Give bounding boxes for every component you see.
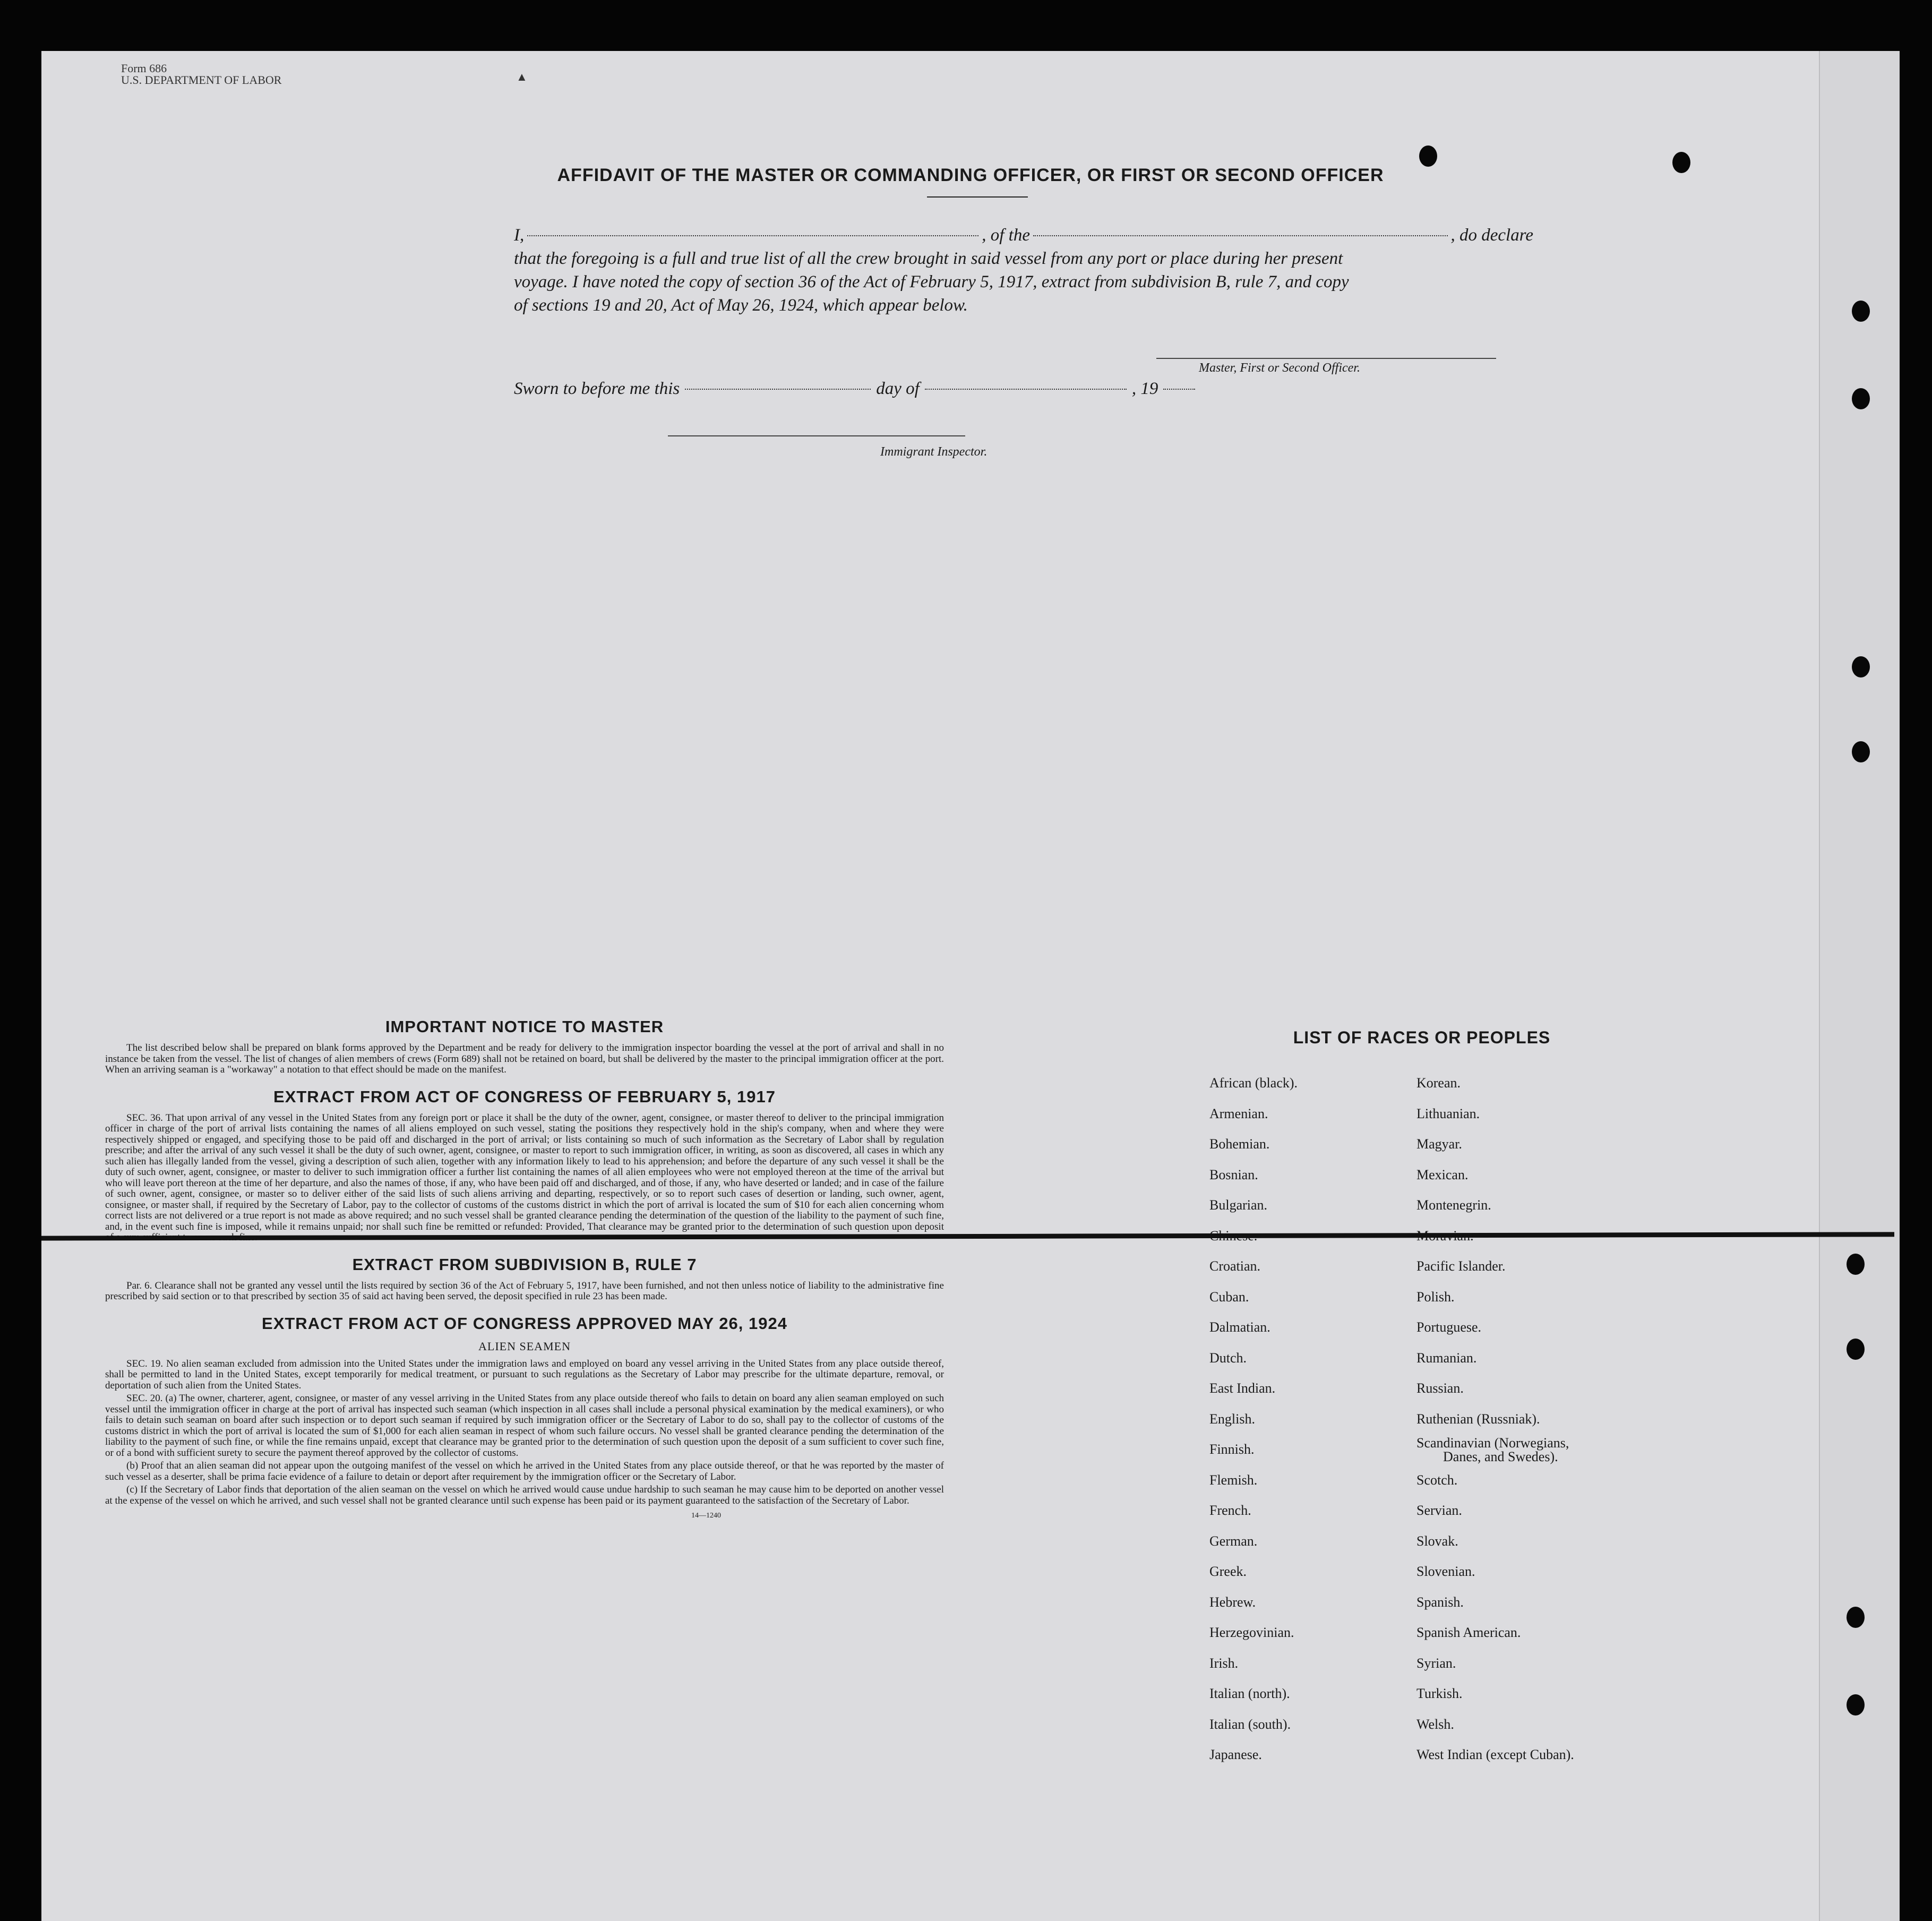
race-name: Slovak. <box>1416 1533 1458 1549</box>
race-item <box>1416 1190 1574 1221</box>
race-item <box>1416 1099 1574 1129</box>
name-blank[interactable] <box>527 235 978 236</box>
race-name: Servian. <box>1416 1503 1462 1518</box>
race-name: German. <box>1209 1533 1258 1549</box>
race-item <box>1416 1648 1574 1679</box>
race-item <box>1416 1526 1574 1557</box>
race-name: Spanish. <box>1416 1594 1464 1610</box>
race-item <box>1209 1526 1298 1557</box>
race-item <box>1209 1129 1298 1160</box>
sworn-line <box>514 379 1200 399</box>
race-name: Spanish American. <box>1416 1625 1521 1640</box>
punch-hole-icon <box>1852 388 1870 409</box>
races-title: LIST OF RACES OR PEOPLES <box>1293 1028 1551 1047</box>
race-item <box>1416 1373 1574 1404</box>
sec19-text: SEC. 19. No alien seaman excluded from admission into the United States under the immigration laws and employed on board any vessel arriving in the United States from any place outside thereof, shall be permitted to land in the United States, except temporarily for medical treatment, or pursuant to such regulations as the Secretary of Labor may prescribe for the ultimate departure, removal, or deportation of such alien from the United States. <box>105 1358 944 1391</box>
race-item <box>1416 1556 1574 1587</box>
race-name: Rumanian. <box>1416 1350 1477 1366</box>
race-name: Croatian. <box>1209 1258 1261 1274</box>
race-name: Syrian. <box>1416 1655 1456 1671</box>
race-item <box>1209 1251 1298 1282</box>
race-name: Cuban. <box>1209 1289 1249 1305</box>
race-item <box>1209 1617 1298 1648</box>
race-name: Mexican. <box>1416 1167 1469 1182</box>
race-item <box>1209 1556 1298 1587</box>
race-name: East Indian. <box>1209 1380 1276 1396</box>
declaration-line-3: voyage. I have noted the copy of section 36 of the Act of February 5, 1917, extract from subdivision B, rule 7, and copy <box>514 272 1349 291</box>
declaration-line-4: of sections 19 and 20, Act of May 26, 1924, which appear below. <box>514 296 968 315</box>
page-edge-strip <box>1819 51 1900 1921</box>
race-name: Bosnian. <box>1209 1167 1258 1182</box>
form-header <box>121 63 281 86</box>
notice-text: The list described below shall be prepared on blank forms approved by the Department and be ready for delivery to the immigration inspector boarding the vessel at the port of arrival and shall in no instance be taken from the vessel. The list of changes of alien members of crews (Form 689) shall not be retained on board, but shall be delivered by the master to the principal immigration officer at the port. When an arriving seaman is a "workaway" a notation to that effect should be made on the manifest. <box>105 1042 944 1075</box>
declaration-line-1 <box>514 224 1533 247</box>
form-code: 14—1240 <box>691 1512 721 1520</box>
race-name: Hebrew. <box>1209 1594 1256 1610</box>
race-name: Ruthenian (Russniak). <box>1416 1411 1540 1427</box>
document-page <box>41 51 1900 1921</box>
sworn-text: Sworn to before me this <box>514 379 680 398</box>
race-name: Pacific Islander. <box>1416 1258 1506 1274</box>
master-signature-line[interactable] <box>1156 358 1496 359</box>
race-name: Portuguese. <box>1416 1319 1482 1335</box>
extract-1917-text: SEC. 36. That upon arrival of any vessel in the United States from any foreign port or place it shall be the duty of the owner, agent, consignee, or master thereof to deliver to the principal immigration officer in charge of the port of arrival lists containing the names of all aliens employed on such vessel, stating the positions they respectively hold in the ship's company, when and where they were respectively shipped or engaged, and specifying those to be paid off and discharged in the port of arrival; or lists containing so much of such information as the Secretary of Labor shall by regulation prescribe; and after the arrival of any such vessel it shall be the duty of such owner, agent, consignee, or master to report to such immigration officer, in writing, as soon as discovered, all cases in which any such alien has illegally landed from the vessel, giving a description of such alien, together with any information likely to lead to his apprehension; and before the departure of any such vessel it shall be the duty of such owner, agent, consignee, or master to deliver to such immigration officer a further list containing the names of all alien employees who were not employed thereon at the time of the arrival but who will leave port thereon at the time of her departure, and also the names of those, if any, who have been paid off and discharged, and of those, if any, who have deserted or landed; and in case of the failure of such owner, agent, consignee, or master so to deliver either of the said lists of such aliens arriving and departing, respectively, or so to report such cases of desertion or landing, such owner, agent, consignee, or master shall, if required by the Secretary of Labor, pay to the collector of customs of the customs district in which the port of arrival is located the sum of $10 for each alien concerning whom correct lists are not delivered or a true report is not made as above required; and no such vessel shall be granted clearance pending the determination of the question of the liability to the payment of such fine, and, in the event such fine is imposed, while it remains unpaid; nor shall such fine be remitted or refunded: Provided, That clearance may be granted prior to the determination of such question upon deposit <box>105 1112 944 1232</box>
sworn-day-of: day of <box>876 379 920 398</box>
inspector-signature-line[interactable] <box>668 435 965 436</box>
race-name: Greek. <box>1209 1564 1247 1579</box>
race-name: Turkish. <box>1416 1686 1463 1701</box>
department-name: U.S. DEPARTMENT OF LABOR <box>121 73 282 87</box>
punch-hole-icon <box>1847 1694 1865 1716</box>
race-item <box>1209 1190 1298 1221</box>
extract-1917-title: EXTRACT FROM ACT OF CONGRESS OF FEBRUARY 5, 1917 <box>273 1087 776 1106</box>
inspector-caption: Immigrant Inspector. <box>880 445 988 459</box>
race-name: Flemish. <box>1209 1472 1258 1488</box>
punch-hole-icon <box>1852 741 1870 762</box>
race-item <box>1209 1739 1298 1770</box>
race-name: Irish. <box>1209 1655 1239 1671</box>
race-item <box>1209 1068 1298 1099</box>
race-name: Scotch. <box>1416 1472 1458 1488</box>
race-item <box>1416 1160 1574 1190</box>
race-name: Montenegrin. <box>1416 1197 1491 1213</box>
sworn-year-blank[interactable] <box>1163 388 1195 390</box>
race-item <box>1209 1587 1298 1618</box>
punch-hole-icon <box>1672 152 1690 173</box>
race-item <box>1209 1373 1298 1404</box>
extract-1924-title: EXTRACT FROM ACT OF CONGRESS APPROVED MAY 26, 1924 <box>262 1314 787 1333</box>
race-item <box>1416 1495 1574 1526</box>
declaration-line-2: that the foregoing is a full and true list of all the crew brought in said vessel from any port or place during her present <box>514 249 1343 268</box>
race-item <box>1416 1617 1574 1648</box>
declaration-block <box>514 224 1533 317</box>
race-item <box>1416 1739 1574 1770</box>
punch-hole-icon <box>1847 1339 1865 1360</box>
race-item <box>1416 1404 1574 1435</box>
alien-seamen-subtitle: ALIEN SEAMEN <box>478 1339 571 1353</box>
race-name: Armenian. <box>1209 1105 1268 1121</box>
sec20c-text: (c) If the Secretary of Labor finds that deportation of the alien seaman on the vessel on which he arrived would cause undue hardship to such seaman he may cause him to be deported on another vessel at the expense of the vessel on which he arrived, and such vessel shall not be granted clearance until such expense has been paid or its payment guaranteed to the satisfaction of the Secretary of Labor. <box>105 1484 944 1506</box>
title-divider <box>927 196 1028 198</box>
race-name: Welsh. <box>1416 1716 1454 1732</box>
declaration-of-the: , of the <box>982 226 1030 245</box>
race-item <box>1209 1465 1298 1496</box>
sec20a-text: SEC. 20. (a) The owner, charterer, agent, consignee, or master of any vessel arriving in the United States from any place outside thereof who fails to detain on board any alien seaman employed on such vessel until the immigration officer in charge at the port of arrival has inspected such seaman (which inspection in all cases shall include a personal physical examination by the medical examiners), or who fails to detain such seaman on board after such inspection or to deport such seaman if required by such immigration officer or the Secretary of Labor to do so, shall pay to the collector of customs of the customs district in which the port of arrival is located the sum of $1,000 for each alien seaman in respect of whom such failure occurs. No vessel shall be granted clearance pending the determination of the liability to the payment of such fine, or while the fine remains unpaid, except that clearance may be granted prior to the determination of such question upon the deposit of a sum sufficient to cover such fine, or of a bond with sufficient surety to secure the payment thereof approved by the collector of customs. <box>105 1393 944 1459</box>
race-name: Polish. <box>1416 1289 1455 1305</box>
sworn-day-blank[interactable] <box>685 388 871 390</box>
race-item <box>1209 1160 1298 1190</box>
race-name: Lithuanian. <box>1416 1105 1480 1121</box>
extract-rule7-title: EXTRACT FROM SUBDIVISION B, RULE 7 <box>352 1255 697 1274</box>
race-name: Dalmatian. <box>1209 1319 1270 1335</box>
race-item <box>1209 1312 1298 1343</box>
race-item <box>1416 1709 1574 1740</box>
race-name: Korean. <box>1416 1075 1461 1091</box>
race-item <box>1209 1404 1298 1435</box>
race-name: Finnish. <box>1209 1442 1255 1457</box>
race-item <box>1209 1343 1298 1374</box>
race-item <box>1416 1251 1574 1282</box>
extract-rule7-text: Par. 6. Clearance shall not be granted any vessel until the lists required by section 36 of the Act of February 5, 1917, have been furnished, and not then unless notice of liability to the administrative fine prescribed by said section or to that prescribed by section 35 of said act having been served, the deposit specified in rule 23 has been made. <box>105 1280 944 1302</box>
punch-hole-icon <box>1847 1254 1865 1275</box>
race-item <box>1209 1709 1298 1740</box>
declaration-i: I, <box>514 226 525 245</box>
race-item <box>1209 1678 1298 1709</box>
races-left-column <box>1209 1068 1298 1770</box>
race-item <box>1209 1434 1298 1465</box>
notice-column <box>105 1017 944 1520</box>
race-item <box>1416 1678 1574 1709</box>
race-name: Magyar. <box>1416 1136 1462 1152</box>
sworn-year-prefix: , 19 <box>1131 379 1158 398</box>
race-item <box>1416 1434 1574 1465</box>
master-signature-caption: Master, First or Second Officer. <box>1199 361 1360 375</box>
race-name-continuation: Danes, and Swedes). <box>1443 1449 1558 1464</box>
race-name: African (black). <box>1209 1075 1298 1091</box>
race-name: Japanese. <box>1209 1747 1262 1762</box>
race-item <box>1416 1282 1574 1313</box>
race-item <box>1209 1495 1298 1526</box>
race-name: West Indian (except Cuban). <box>1416 1747 1574 1762</box>
affidavit-title: AFFIDAVIT OF THE MASTER OR COMMANDING OFFICER, OR FIRST OR SECOND OFFICER <box>557 165 1384 185</box>
punch-hole-icon <box>1852 301 1870 322</box>
race-item <box>1416 1129 1574 1160</box>
punch-hole-icon <box>1419 145 1437 167</box>
race-name: Italian (north). <box>1209 1686 1290 1701</box>
race-name: Italian (south). <box>1209 1716 1291 1732</box>
sec20b-text: (b) Proof that an alien seaman did not appear upon the outgoing manifest of the vessel on which he arrived in the United States from any place outside thereof, or that he was reported by the master of such vessel as a deserter, shall be prima facie evidence of a failure to detain or deport after requirement by the immigration officer or the Secretary of Labor. <box>105 1460 944 1482</box>
race-item <box>1416 1587 1574 1618</box>
punch-hole-icon <box>1847 1607 1865 1628</box>
race-name: Slovenian. <box>1416 1564 1475 1579</box>
race-name: Russian. <box>1416 1380 1464 1396</box>
race-name: Herzegovinian. <box>1209 1625 1294 1640</box>
race-item <box>1209 1648 1298 1679</box>
sworn-month-blank[interactable] <box>925 388 1127 390</box>
punch-hole-icon <box>1852 656 1870 678</box>
race-item <box>1416 1343 1574 1374</box>
race-item <box>1416 1068 1574 1099</box>
notice-title: IMPORTANT NOTICE TO MASTER <box>385 1017 664 1036</box>
form-number: Form 686 <box>121 62 167 75</box>
race-name: French. <box>1209 1503 1251 1518</box>
corner-mark-icon: ▲ <box>516 70 528 83</box>
race-item <box>1209 1282 1298 1313</box>
races-right-column <box>1416 1068 1574 1770</box>
vessel-blank[interactable] <box>1033 235 1448 236</box>
race-item <box>1416 1465 1574 1496</box>
race-name: Bulgarian. <box>1209 1197 1268 1213</box>
race-item <box>1416 1312 1574 1343</box>
declaration-do-declare: , do declare <box>1450 226 1533 245</box>
race-name: Scandinavian (Norwegians, <box>1416 1435 1569 1451</box>
race-name: English. <box>1209 1411 1255 1427</box>
race-name: Dutch. <box>1209 1350 1247 1366</box>
race-name: Bohemian. <box>1209 1136 1270 1152</box>
race-item <box>1209 1099 1298 1129</box>
